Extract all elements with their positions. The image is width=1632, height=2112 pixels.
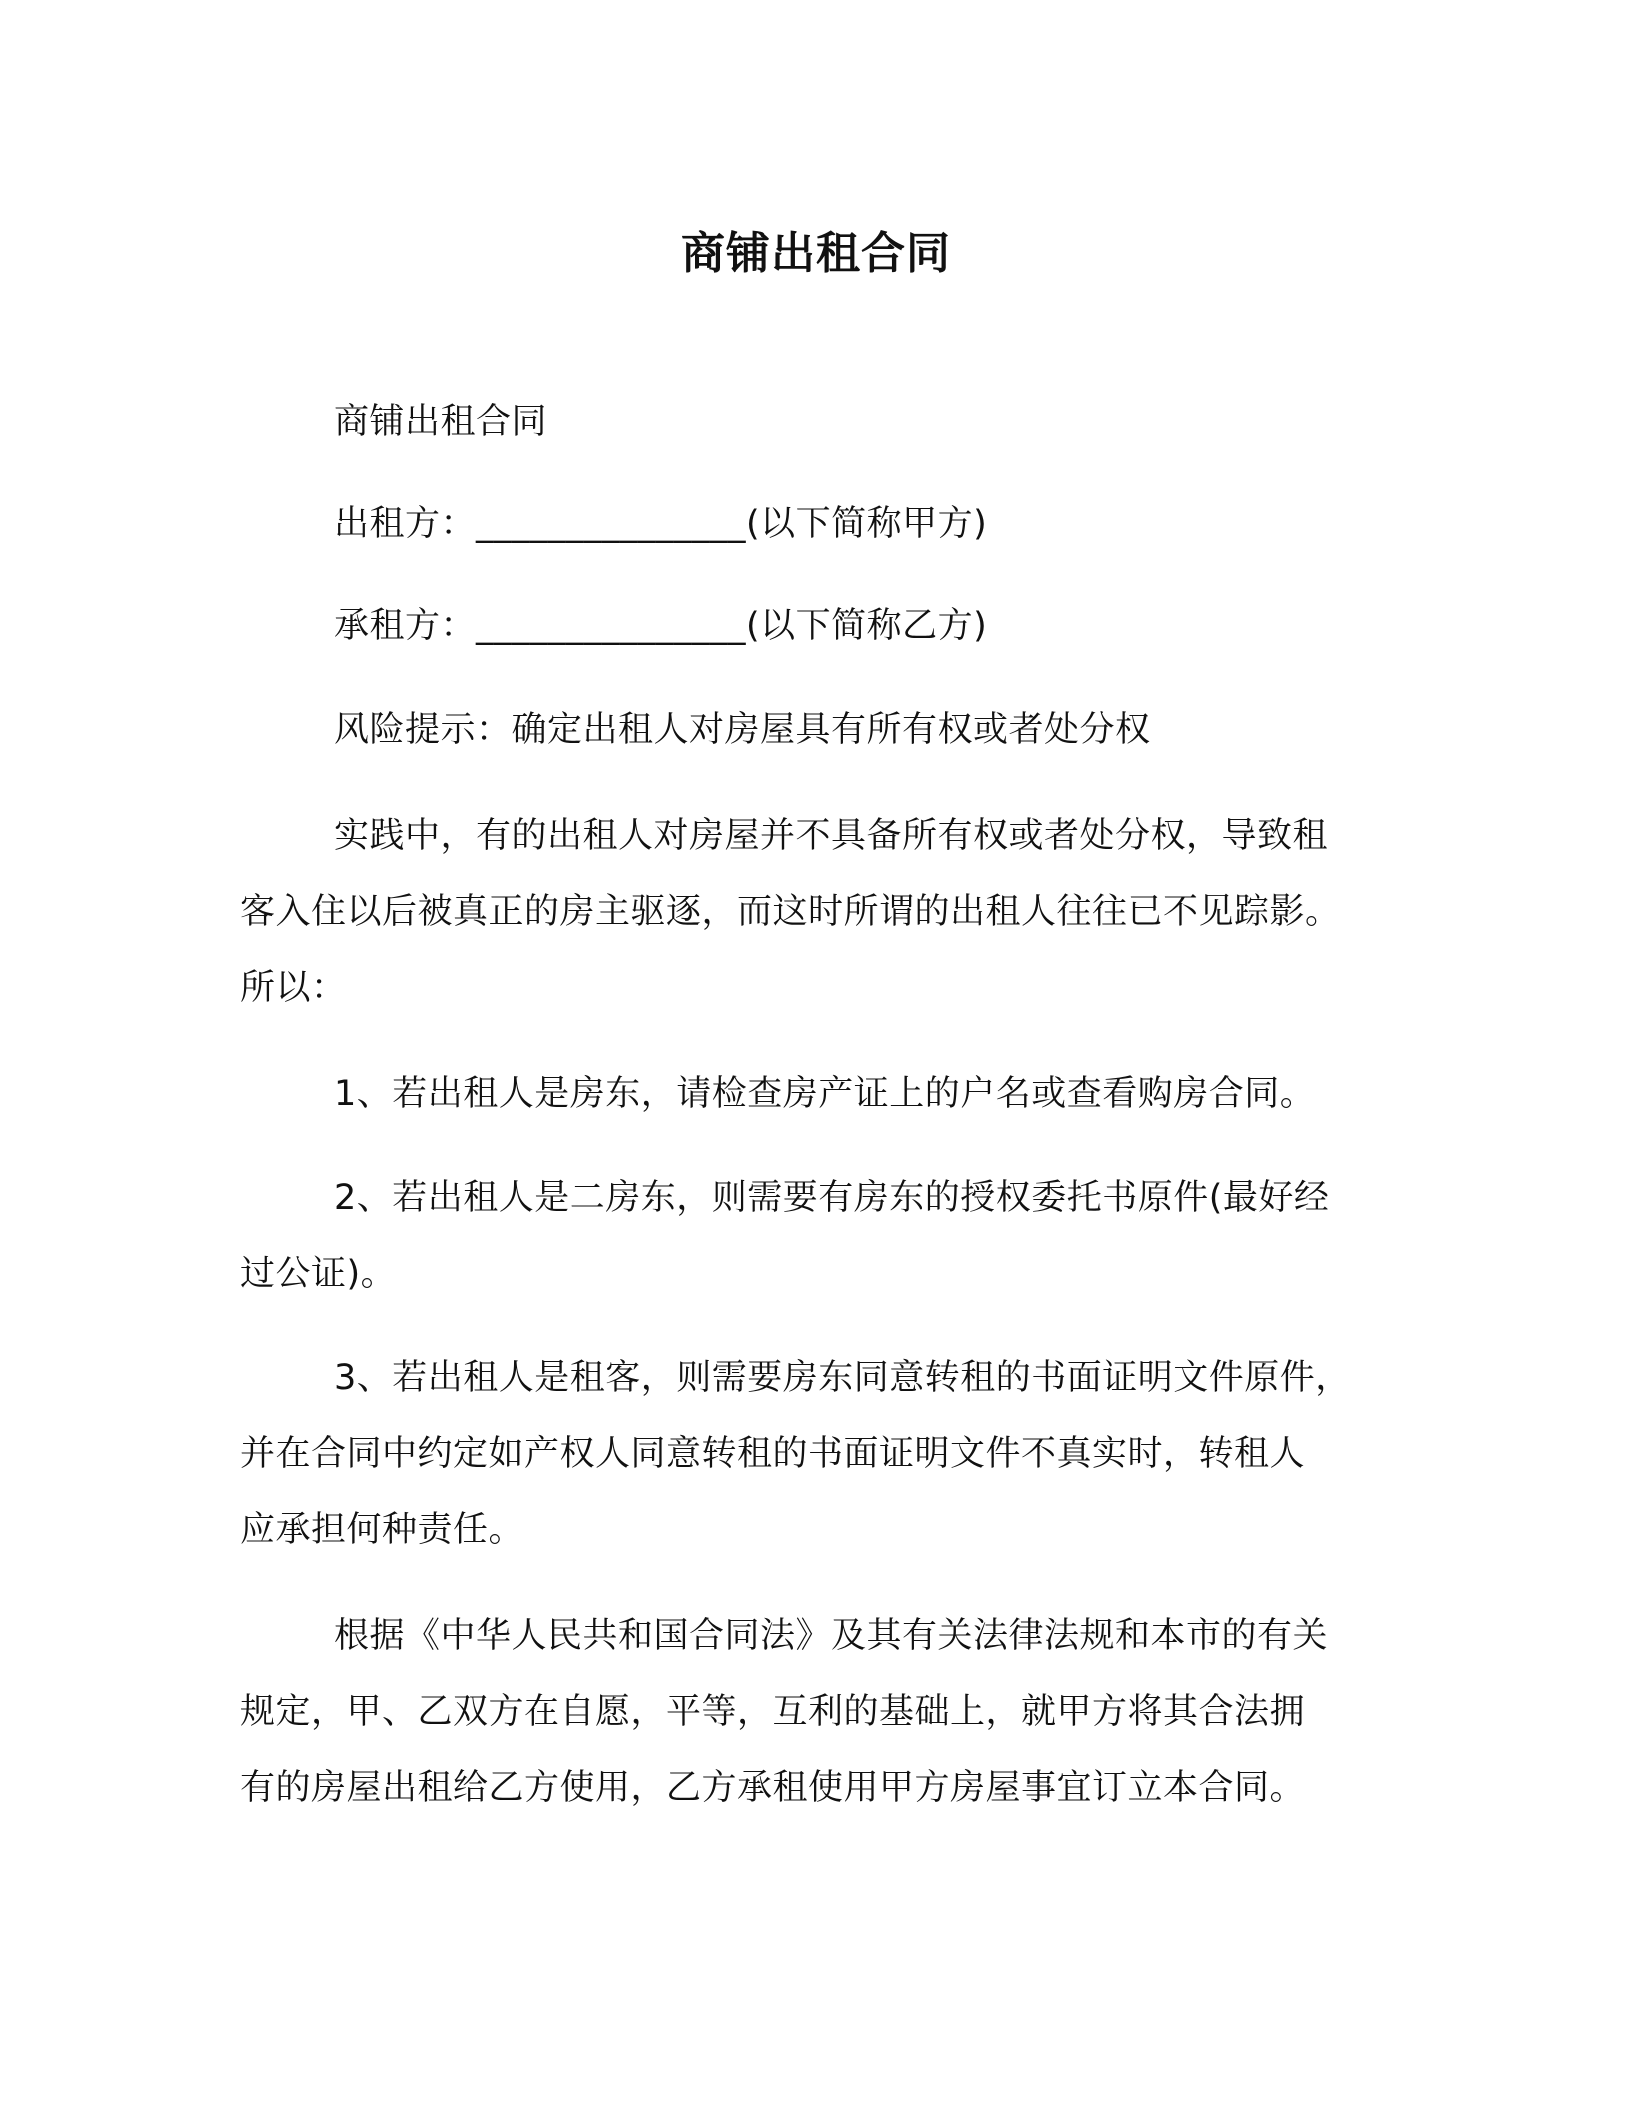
list-item-2-continued: 过公证)。 [240,1254,397,1294]
list-item-3-continued: 应承担何种责任。 [240,1510,525,1550]
list-item-1: 1、若出租人是房东，请检查房产证上的户名或查看购房合同。 [334,1074,1316,1114]
paragraph-line: 有的房屋出租给乙方使用，乙方承租使用甲方房屋事宜订立本合同。 [240,1768,1306,1808]
paragraph-line: 根据《中华人民共和国合同法》及其有关法律法规和本市的有关 [334,1616,1329,1656]
lessee-line: 承租方：_______________(以下简称乙方) [334,606,988,646]
list-item-2: 2、若出租人是二房东，则需要有房东的授权委托书原件(最好经 [334,1178,1330,1218]
risk-notice-line: 风险提示：确定出租人对房屋具有所有权或者处分权 [334,710,1151,750]
list-item-3: 3、若出租人是租客，则需要房东同意转租的书面证明文件原件， [334,1358,1351,1398]
paragraph-line: 客入住以后被真正的房主驱逐，而这时所谓的出租人往往已不见踪影。 [240,892,1341,932]
list-item-3-continued: 并在合同中约定如产权人同意转租的书面证明文件不真实时，转租人 [240,1434,1306,1474]
paragraph-line: 所以： [240,968,347,1008]
document-title: 商铺出租合同 [681,228,951,279]
paragraph-line: 规定，甲、乙双方在自愿，平等，互利的基础上，就甲方将其合法拥 [240,1692,1306,1732]
paragraph-line: 实践中，有的出租人对房屋并不具备所有权或者处分权，导致租 [334,816,1329,856]
subtitle-line: 商铺出租合同 [334,402,548,442]
lessor-line: 出租方：_______________(以下简称甲方) [334,504,988,544]
